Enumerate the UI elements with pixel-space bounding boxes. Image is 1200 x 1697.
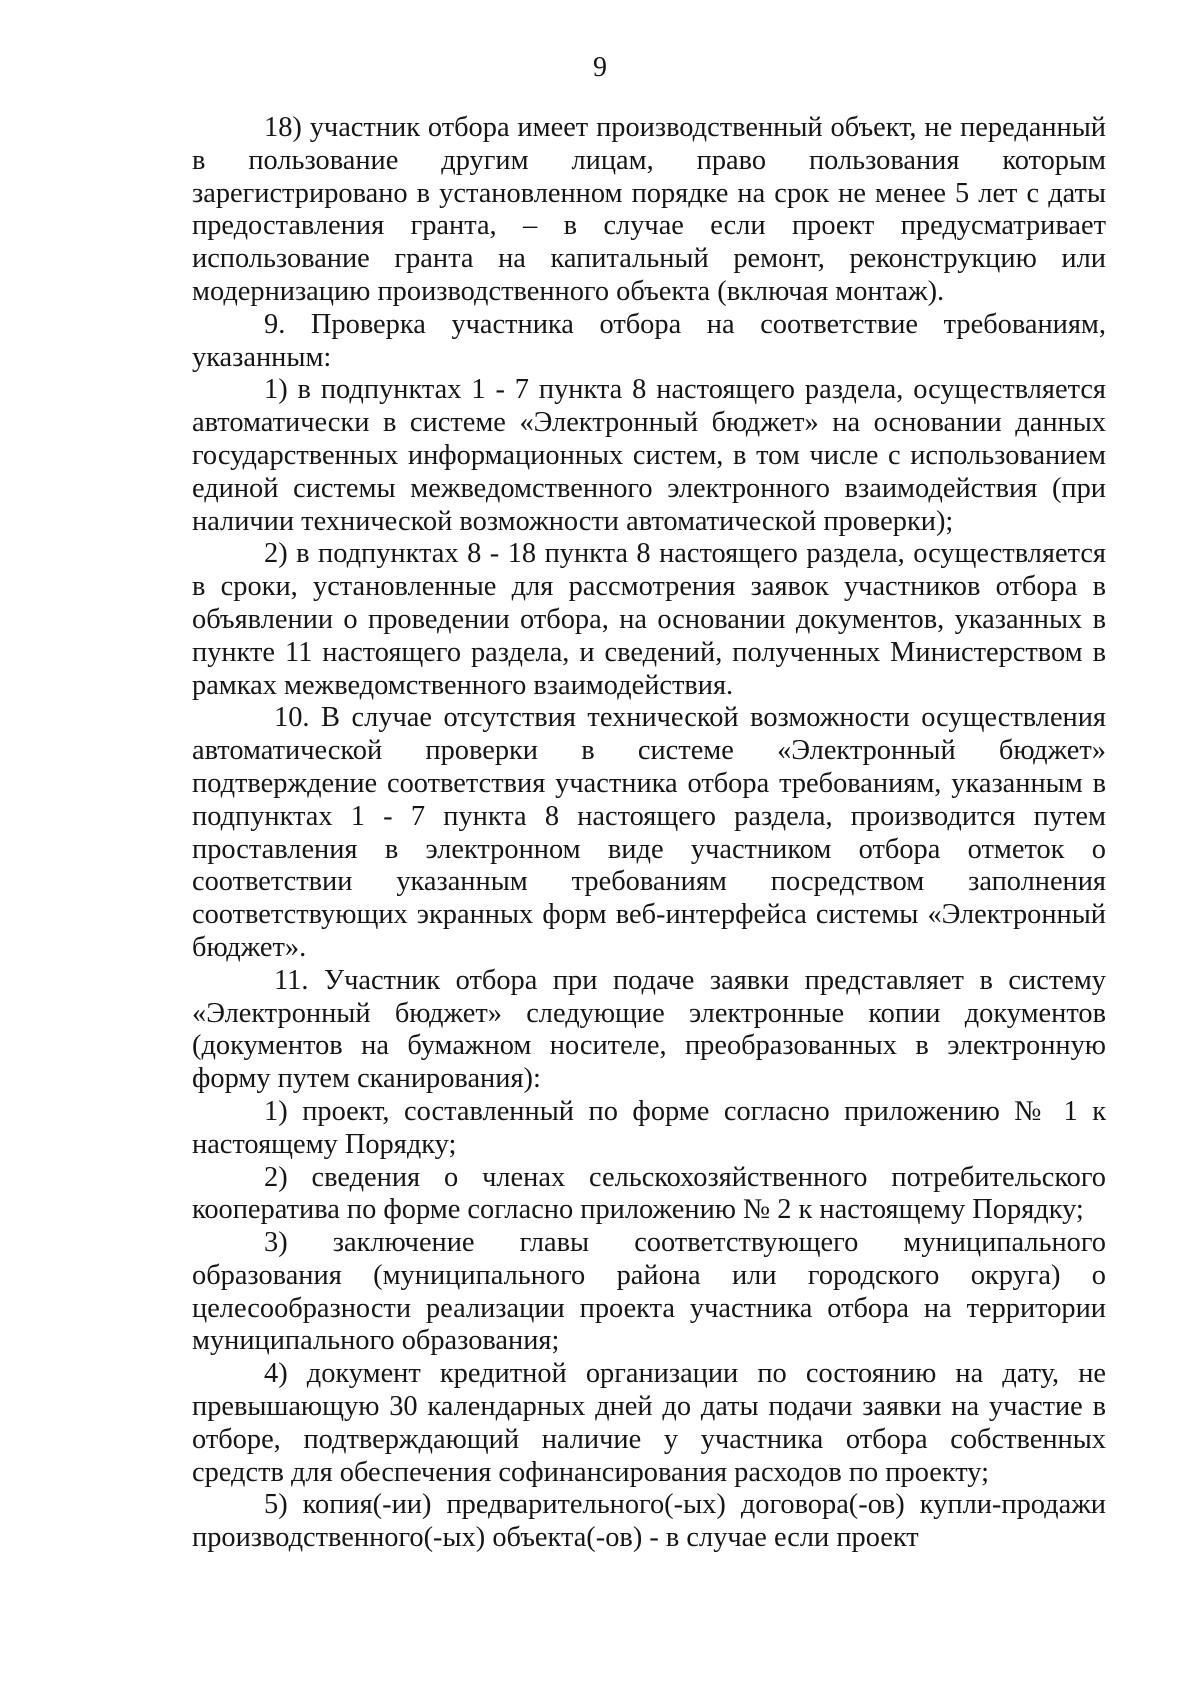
page-number: 9 bbox=[593, 52, 607, 83]
paragraph-11-4: 4) документ кредитной организации по состоянию на дату, не превышающую 30 календарных дней до даты подачи заявки на участие в отборе, подтверждающий наличие у участника отбора собственных средств для обеспечения софинансирования расходов по проекту; bbox=[192, 1358, 1106, 1488]
paragraph-8-18: 18) участник отбора имеет производственный объект, не переданный в пользование другим лицам, право пользования которым зарегистрировано в установленном порядке на срок не менее 5 лет с даты предоставления гранта, – в случае если проект предусматривает использование гранта на капитальный ремонт, реконструкцию или модернизацию производственного объекта (включая монтаж). bbox=[192, 112, 1106, 307]
paragraph-11-5: 5) копия(-ии) предварительного(-ых) договора(-ов) купли-продажи производственного(-ых) объекта(-ов) - в случае если проект bbox=[192, 1489, 1106, 1554]
paragraph-11: 11. Участник отбора при подаче заявки представляет в систему «Электронный бюджет» следующие электронные копии документов (документов на бумажном носителе, преобразованных в электронную форму путем сканирования): bbox=[192, 964, 1106, 1095]
document-body bbox=[192, 112, 1106, 1555]
paragraph-11-3: 3) заключение главы соответствующего муниципального образования (муниципального района или городского округа) о целесообразности реализации проекта участника отбора на территории муниципального образования; bbox=[192, 1227, 1106, 1357]
paragraph-11-1: 1) проект, составленный по форме согласно приложению № 1 к настоящему Порядку; bbox=[192, 1095, 1106, 1160]
paragraph-9-1: 1) в подпунктах 1 - 7 пункта 8 настоящего раздела, осуществляется автоматически в системе «Электронный бюджет» на основании данных государственных информационных систем, в том числе с использованием единой системы межведомственного электронного взаимодействия (при наличии технической возможности автоматической проверки); bbox=[192, 374, 1106, 537]
paragraph-10: 10. В случае отсутствия технической возможности осуществления автоматической проверки в системе «Электронный бюджет» подтверждение соответствия участника отбора требованиям, указанным в подпунктах 1 - 7 пункта 8 настоящего раздела, производится путем проставления в электронном виде участником отбора отметок о соответствии указанным требованиям посредством заполнения соответствующих экранных форм веб-интерфейса системы «Электронный бюджет». bbox=[192, 702, 1106, 963]
paragraph-9-2: 2) в подпунктах 8 - 18 пункта 8 настоящего раздела, осуществляется в сроки, установленные для рассмотрения заявок участников отбора в объявлении о проведении отбора, на основании документов, указанных в пункте 11 настоящего раздела, и сведений, полученных Министерством в рамках межведомственного взаимодействия. bbox=[192, 538, 1106, 701]
paragraph-11-2: 2) сведения о членах сельскохозяйственного потребительского кооператива по форме согласно приложению № 2 к настоящему Порядку; bbox=[192, 1161, 1106, 1226]
paragraph-9: 9. Проверка участника отбора на соответствие требованиям, указанным: bbox=[192, 308, 1106, 373]
